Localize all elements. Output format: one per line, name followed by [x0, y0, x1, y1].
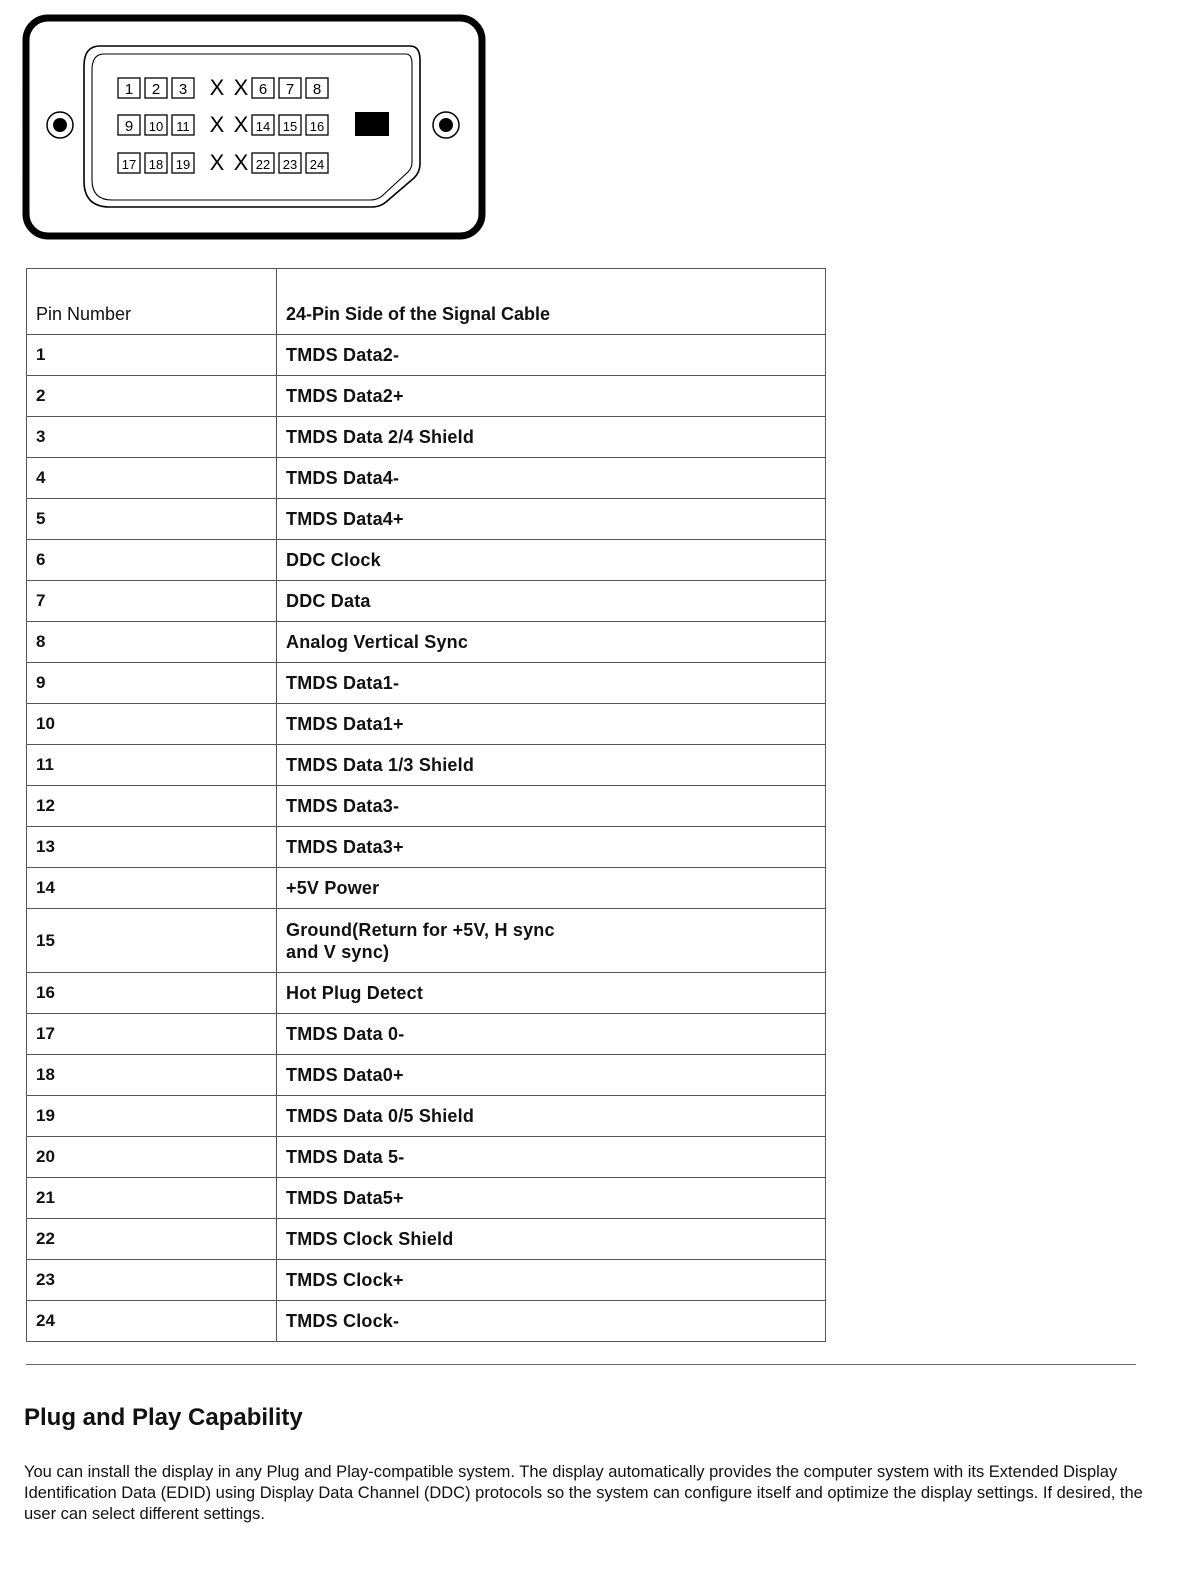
pin-number-cell: 22 [27, 1219, 277, 1260]
signal-text: TMDS Clock Shield [286, 1229, 454, 1249]
pin-label: 23 [282, 157, 298, 172]
signal-cell [277, 704, 826, 745]
signal-text: TMDS Data 0- [286, 1024, 405, 1044]
table-row [27, 1260, 826, 1301]
pin-assignment-table [26, 268, 826, 1342]
ground-blade [355, 112, 389, 136]
signal-cell [277, 1219, 826, 1260]
table-row [27, 458, 826, 499]
signal-text: TMDS Data4- [286, 468, 400, 488]
signal-cell [277, 622, 826, 663]
pin-label: 6 [258, 81, 268, 98]
table-row [27, 622, 826, 663]
pin-box [252, 153, 274, 173]
signal-text: TMDS Data 5- [286, 1147, 405, 1167]
section-divider [26, 1364, 1136, 1365]
pin-label: 17 [121, 157, 137, 172]
pin-label: 7 [285, 81, 295, 98]
signal-cell [277, 1014, 826, 1055]
pin-number-cell: 19 [27, 1096, 277, 1137]
pin-label: 1 [124, 81, 134, 98]
pin-box [118, 115, 140, 135]
table-row [27, 786, 826, 827]
pin-number-cell: 18 [27, 1055, 277, 1096]
signal-cell [277, 499, 826, 540]
unused-pin-mark: X [233, 112, 249, 137]
signal-text: TMDS Data 1/3 Shield [286, 755, 475, 775]
signal-cell [277, 663, 826, 704]
signal-cell [277, 417, 826, 458]
unused-pin-mark: X [209, 112, 225, 137]
pin-box [252, 115, 274, 135]
pin-label: 24 [309, 157, 325, 172]
pin-number-cell: 20 [27, 1137, 277, 1178]
table-row [27, 335, 826, 376]
pin-grid [118, 75, 328, 175]
signal-text: Ground(Return for +5V, H sync and V sync) [286, 919, 555, 962]
dvi-connector-diagram [22, 14, 486, 242]
table-row [27, 1301, 826, 1342]
signal-text: TMDS Clock- [286, 1311, 400, 1331]
pin-number-cell: 9 [27, 663, 277, 704]
signal-text: TMDS Data3- [286, 796, 400, 816]
table-row [27, 745, 826, 786]
signal-cell [277, 973, 826, 1014]
pin-box [279, 115, 301, 135]
signal-cell [277, 540, 826, 581]
pin-label: 22 [255, 157, 271, 172]
pin-box [145, 115, 167, 135]
table-row [27, 1137, 826, 1178]
signal-cell [277, 1096, 826, 1137]
pin-label: 8 [312, 81, 322, 98]
signal-cell [277, 909, 826, 973]
pin-label: 2 [151, 81, 161, 98]
pin-number-cell: 24 [27, 1301, 277, 1342]
pin-box [279, 78, 301, 98]
pin-label: 15 [282, 119, 298, 134]
signal-cell [277, 1260, 826, 1301]
table-row [27, 499, 826, 540]
pin-number-cell: 1 [27, 335, 277, 376]
signal-cell [277, 376, 826, 417]
table-header-row [27, 269, 826, 335]
pin-number-cell: 16 [27, 973, 277, 1014]
pin-number-cell: 4 [27, 458, 277, 499]
signal-text: TMDS Data 2/4 Shield [286, 427, 475, 447]
pin-number-cell: 11 [27, 745, 277, 786]
signal-text: TMDS Data1+ [286, 714, 404, 734]
pin-number-cell: 12 [27, 786, 277, 827]
signal-text: TMDS Data1- [286, 673, 400, 693]
signal-cell [277, 827, 826, 868]
signal-text: DDC Clock [286, 550, 381, 570]
pin-label: 9 [124, 118, 134, 135]
signal-cell [277, 335, 826, 376]
pin-label: 14 [255, 119, 271, 134]
pin-number-cell: 8 [27, 622, 277, 663]
signal-text: TMDS Data0+ [286, 1065, 404, 1085]
signal-cell [277, 1055, 826, 1096]
pin-number-cell: 10 [27, 704, 277, 745]
pin-number-cell: 13 [27, 827, 277, 868]
signal-text: Analog Vertical Sync [286, 632, 469, 652]
signal-cell [277, 1178, 826, 1219]
pin-label: 19 [175, 157, 191, 172]
table-row [27, 704, 826, 745]
table-row [27, 581, 826, 622]
unused-pin-mark: X [209, 75, 225, 100]
signal-header: 24-Pin Side of the Signal Cable [277, 269, 826, 335]
pin-number-cell: 14 [27, 868, 277, 909]
unused-pin-mark: X [209, 150, 225, 175]
pin-number-cell: 15 [27, 909, 277, 973]
table-row [27, 376, 826, 417]
signal-cell [277, 1301, 826, 1342]
pin-box [306, 78, 328, 98]
signal-cell [277, 458, 826, 499]
table-row [27, 909, 826, 973]
table-row [27, 973, 826, 1014]
pin-box [145, 78, 167, 98]
pin-number-cell: 7 [27, 581, 277, 622]
pin-number-cell: 6 [27, 540, 277, 581]
signal-cell [277, 581, 826, 622]
signal-text: TMDS Data2+ [286, 386, 404, 406]
table-row [27, 868, 826, 909]
signal-cell [277, 786, 826, 827]
pin-number-header: Pin Number [27, 269, 277, 335]
pin-box [118, 153, 140, 173]
pin-box [172, 115, 194, 135]
section-title: Plug and Play Capability [24, 1404, 303, 1431]
pin-number-cell: 21 [27, 1178, 277, 1219]
pin-number-cell: 5 [27, 499, 277, 540]
table-row [27, 540, 826, 581]
pin-label: 11 [176, 119, 190, 134]
table-row [27, 417, 826, 458]
table-row [27, 663, 826, 704]
table-row [27, 1178, 826, 1219]
table-row [27, 1096, 826, 1137]
signal-text: DDC Data [286, 591, 371, 611]
signal-text: TMDS Clock+ [286, 1270, 404, 1290]
signal-text: TMDS Data5+ [286, 1188, 404, 1208]
pin-label: 3 [178, 81, 188, 98]
unused-pin-mark: X [233, 75, 249, 100]
pin-label: 10 [148, 119, 164, 134]
pin-box [118, 78, 140, 98]
signal-text: Hot Plug Detect [286, 983, 424, 1003]
table-row [27, 827, 826, 868]
signal-text: +5V Power [286, 878, 380, 898]
pin-box [145, 153, 167, 173]
table-row [27, 1219, 826, 1260]
signal-cell [277, 868, 826, 909]
section-body: You can install the display in any Plug and Play-compatible system. The display automatically provides the computer system with its Extended Display Identification Data (EDID) using Display Data Channel (DDC) protocols so the system can configure itself and optimize the display settings. If desired, the user can select different settings. [24, 1463, 1143, 1523]
unused-pin-mark: X [233, 150, 249, 175]
signal-cell [277, 1137, 826, 1178]
pin-box [252, 78, 274, 98]
pin-box [172, 153, 194, 173]
pin-label: 16 [309, 119, 325, 134]
signal-text: TMDS Data2- [286, 345, 400, 365]
pin-number-cell: 23 [27, 1260, 277, 1301]
pin-number-cell: 3 [27, 417, 277, 458]
pin-label: 18 [148, 157, 164, 172]
signal-cell [277, 745, 826, 786]
pin-number-cell: 2 [27, 376, 277, 417]
pin-box [279, 153, 301, 173]
table-row [27, 1014, 826, 1055]
pin-box [172, 78, 194, 98]
signal-text: TMDS Data4+ [286, 509, 404, 529]
table-row [27, 1055, 826, 1096]
signal-text: TMDS Data3+ [286, 837, 404, 857]
pin-box [306, 115, 328, 135]
pin-number-cell: 17 [27, 1014, 277, 1055]
signal-text: TMDS Data 0/5 Shield [286, 1106, 475, 1126]
pin-box [306, 153, 328, 173]
